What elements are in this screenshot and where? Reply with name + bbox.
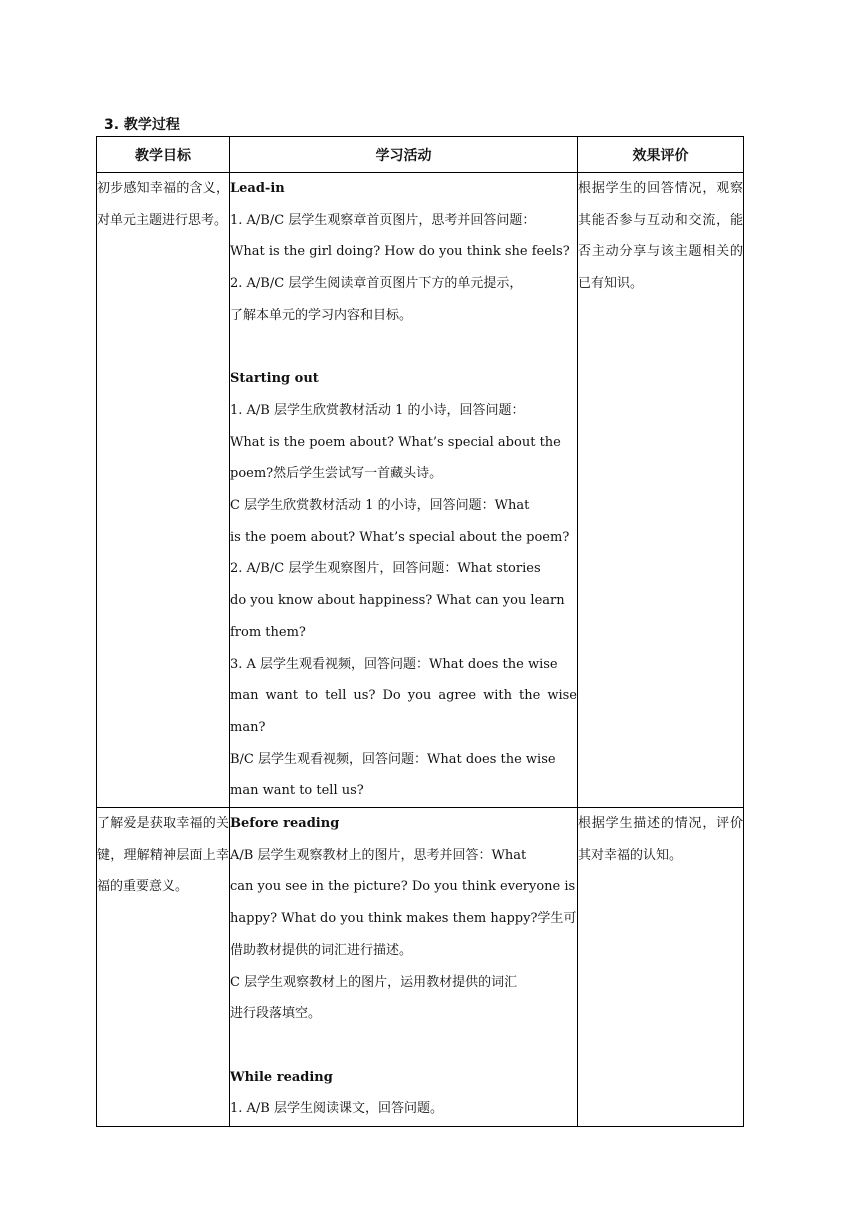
activity-line: C 层学生观察教材上的图片，运用教材提供的词汇 xyxy=(230,974,518,990)
activity-line: happy? What do you think makes them happy?学生可 xyxy=(230,911,577,927)
activity-line: 3. A 层学生观看视频，回答问题：What does the wise xyxy=(230,656,558,672)
activity-line: Lead-in xyxy=(230,181,285,196)
table-header-row xyxy=(97,137,744,173)
activity-line: poem?然后学生尝试写一首藏头诗。 xyxy=(230,466,443,482)
activity-line: While reading xyxy=(230,1069,333,1085)
header-teaching-goal: 教学目标 xyxy=(97,137,230,173)
header-learning-activity: 学习活动 xyxy=(230,137,578,173)
activity-line: What is the poem about? What’s special about the xyxy=(230,434,561,450)
activity-line: Before reading xyxy=(230,816,340,832)
activity-line: 了解本单元的学习内容和目标。 xyxy=(230,307,413,323)
activity-line: from them? xyxy=(230,624,306,640)
activity-line: 2. A/B/C 层学生观察图片，回答问题：What stories xyxy=(230,561,541,577)
activity-line: 1. A/B 层学生欣赏教材活动 1 的小诗，回答问题： xyxy=(230,402,525,418)
activity-line: man want to tell us? xyxy=(230,783,364,799)
table-row xyxy=(97,808,744,1127)
activity-line: do you know about happiness? What can you learn xyxy=(230,593,565,609)
evaluation-cell: 根据学生描述的情况，评价其对幸福的认知。 xyxy=(578,808,744,1127)
activity-line: 1. A/B 层学生阅读课文，回答问题。 xyxy=(230,1101,443,1117)
activity-line: 进行段落填空。 xyxy=(230,1006,322,1022)
evaluation-cell: 根据学生的回答情况，观察其能否参与互动和交流，能否主动分享与该主题相关的已有知识。 xyxy=(578,173,744,808)
section-title: 3. 教学过程 xyxy=(104,117,180,133)
table-row xyxy=(97,173,744,808)
activity-line: B/C 层学生观看视频，回答问题：What does the wise xyxy=(230,751,556,767)
activity-line xyxy=(230,332,577,364)
activity-line xyxy=(230,1030,577,1062)
goal-cell: 了解爱是获取幸福的关键，理解精神层面上幸福的重要意义。 xyxy=(97,808,230,1127)
activity-line: 2. A/B/C 层学生阅读章首页图片下方的单元提示， xyxy=(230,276,523,292)
activity-line: is the poem about? What’s special about the poem? xyxy=(230,529,570,545)
activity-line: can you see in the picture? Do you think everyone is xyxy=(230,879,576,895)
goal-cell: 初步感知幸福的含义，对单元主题进行思考。 xyxy=(97,173,230,808)
activity-cell xyxy=(230,808,578,1127)
activity-line: Starting out xyxy=(230,371,319,387)
activity-line: C 层学生欣赏教材活动 1 的小诗，回答问题：What xyxy=(230,498,530,514)
activity-cell xyxy=(230,173,578,808)
header-effect-evaluation: 效果评价 xyxy=(578,137,744,173)
activity-line: 1. A/B/C 层学生观察章首页图片，思考并回答问题： xyxy=(230,212,536,228)
activity-line: What is the girl doing? How do you think she feels? xyxy=(230,244,570,260)
activity-line: 借助教材提供的词汇进行描述。 xyxy=(230,942,413,958)
teaching-process-table xyxy=(96,136,744,1127)
activity-line: A/B 层学生观察教材上的图片，思考并回答：What xyxy=(230,847,527,863)
activity-line: man want to tell us? Do you agree with the wise man? xyxy=(230,688,577,735)
